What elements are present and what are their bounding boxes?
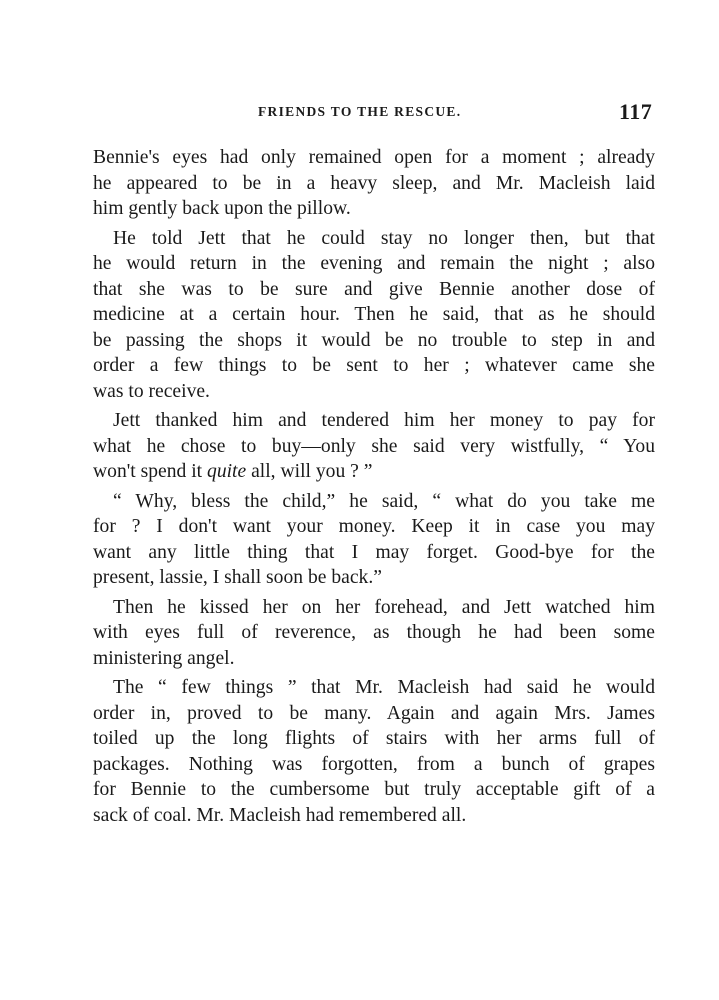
text-line: for ? I don't want your money. Keep it in case you may (93, 516, 655, 537)
text-line: Jett thanked him and tendered him her money to pay for (113, 410, 655, 431)
text-run: all, will you ? ” (246, 461, 373, 482)
text-line: Then he kissed her on her forehead, and Jett watched him (113, 596, 655, 618)
text-line: what he chose to buy—only she said very wistfully, “ You (93, 435, 655, 457)
text-line: order a few things to be sent to her ; whatever came she (93, 355, 655, 376)
paragraph-2 (93, 226, 655, 405)
paragraph-5 (93, 595, 655, 672)
paragraph-6 (93, 675, 655, 828)
text-line: for Bennie to the cumbersome but truly acceptable gift of a (93, 779, 655, 800)
text-line: The “ few things ” that Mr. Macleish had said he would (113, 677, 655, 698)
text-run: won't spend it (93, 461, 208, 482)
italic-word: quite (207, 461, 247, 482)
text-line: want any little thing that I may forget. Good-bye for the (93, 541, 655, 563)
text-line: packages. Nothing was forgotten, from a bunch of grapes (93, 753, 655, 775)
text-line: sack of coal. Mr. Macleish had remembered all. (93, 804, 467, 826)
text-line: order in, proved to be many. Again and again Mrs. James (93, 702, 655, 724)
text-line: medicine at a certain hour. Then he said, that as he should (93, 304, 655, 325)
text-line: he would return in the evening and remain the night ; also (93, 253, 655, 274)
text-line: he appeared to be in a heavy sleep, and Mr. Macleish laid (93, 172, 655, 194)
text-line: was to receive. (93, 380, 210, 402)
running-head: FRIENDS TO THE RESCUE. (258, 104, 462, 119)
text-line: that she was to be sure and give Bennie another dose of (93, 278, 655, 300)
text-line: toiled up the long flights of stairs with her arms full of (93, 728, 655, 749)
paragraph-3 (93, 408, 655, 485)
text-line: Bennie's eyes had only remained open for a moment ; already (93, 147, 655, 168)
page-number: 117 (619, 99, 653, 124)
paragraph-1 (93, 145, 655, 222)
body-text (93, 145, 655, 828)
text-line: He told Jett that he could stay no longer then, but that (113, 227, 655, 249)
text-line: present, lassie, I shall soon be back.” (93, 567, 382, 588)
text-line (93, 459, 655, 485)
text-line: ministering angel. (93, 647, 235, 669)
text-line: “ Why, bless the child,” he said, “ what do you take me (113, 490, 655, 512)
text-line: him gently back upon the pillow. (93, 198, 351, 219)
paragraph-4 (93, 489, 655, 591)
text-line: be passing the shops it would be no trouble to step in and (93, 329, 655, 351)
text-line: with eyes full of reverence, as though he had been some (93, 622, 655, 643)
